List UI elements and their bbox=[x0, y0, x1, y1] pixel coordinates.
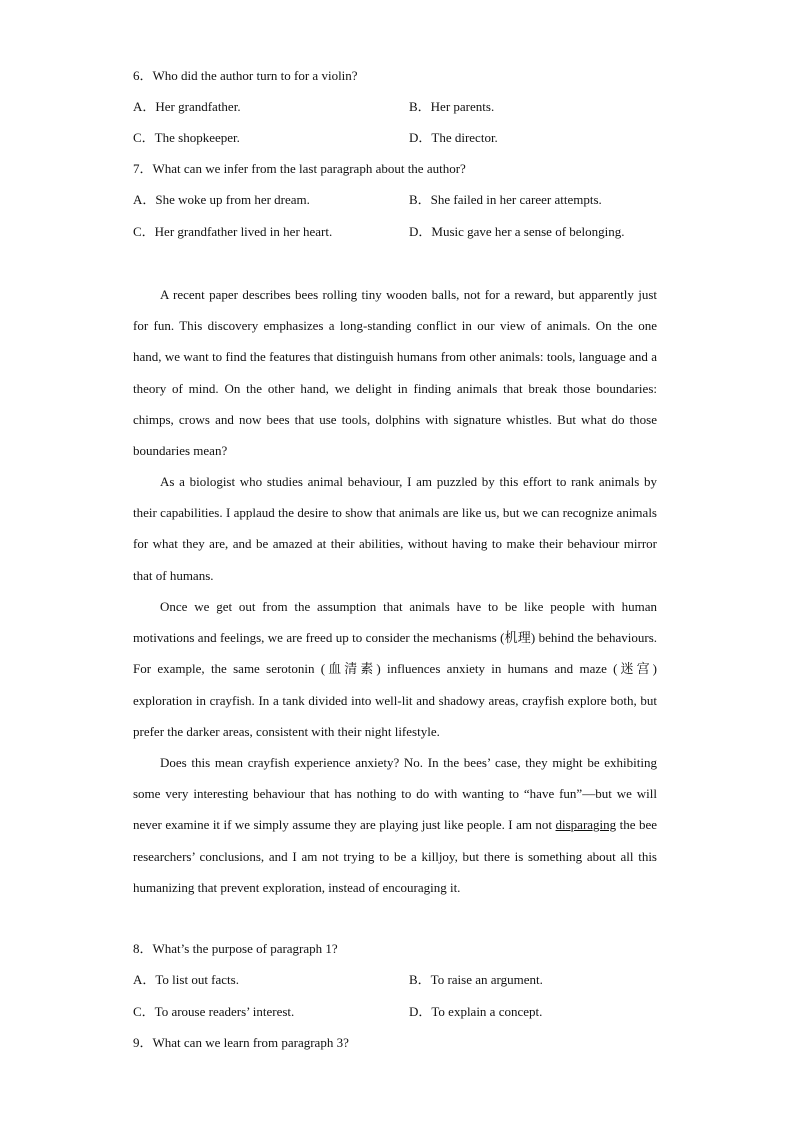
question-7-option-c: C．Her grandfather lived in her heart. bbox=[133, 224, 333, 239]
underlined-word: disparaging bbox=[555, 817, 617, 833]
question-7-option-b: B．She failed in her career attempts. bbox=[409, 192, 602, 207]
question-6-option-d: D．The director. bbox=[409, 130, 498, 145]
question-8-option-d: D．To explain a concept. bbox=[409, 1004, 543, 1019]
question-7-option-d: D．Music gave her a sense of belonging. bbox=[409, 224, 625, 239]
question-6-option-a: A．Her grandfather. bbox=[133, 99, 241, 114]
passage-paragraph-2: As a biologist who studies animal behaviour, I am puzzled by this effort to rank animals by their capabilities. I applaud the desire to show that animals are like us, but we can recognize animals for what they are, and be amazed at their abilities, without having to make their behaviour mirror that of humans. bbox=[133, 474, 657, 583]
paragraph-4-text-after: the bee researchers’ conclusions, and I am not trying to be a killjoy, but there is something about all this humanizing that prevent exploration, instead of encouraging it. bbox=[133, 817, 657, 895]
question-8-option-a: A．To list out facts. bbox=[133, 972, 239, 987]
question-7-stem: 7．What can we infer from the last paragraph about the author? bbox=[133, 161, 466, 176]
question-9-stem: 9．What can we learn from paragraph 3? bbox=[133, 1035, 349, 1050]
question-8-stem: 8．What’s the purpose of paragraph 1? bbox=[133, 941, 338, 956]
passage-paragraph-4 bbox=[133, 747, 657, 903]
passage-paragraph-1: A recent paper describes bees rolling tiny wooden balls, not for a reward, but apparently just for fun. This discovery emphasizes a long-standing conflict in our view of animals. On the one hand, we want to find the features that distinguish humans from other animals: tools, language and a theory of mind. On the other hand, we delight in finding animals that break those boundaries: chimps, crows and now bees that use tools, dolphins with signature whistles. But what do those boundaries mean? bbox=[133, 287, 657, 459]
paragraph-4-text-before: Does this mean crayfish experience anxiety? No. In the bees’ case, they might be exhibiting some very interesting behaviour that has nothing to do with wanting to “have fun”—but we will never examine it if we simply assume they are playing just like people. I am not bbox=[133, 755, 657, 833]
question-6-option-b: B．Her parents. bbox=[409, 99, 495, 114]
question-6-option-c: C．The shopkeeper. bbox=[133, 130, 240, 145]
question-6-stem: 6．Who did the author turn to for a violin? bbox=[133, 68, 358, 83]
question-8-option-b: B．To raise an argument. bbox=[409, 972, 543, 987]
question-7-option-a: A．She woke up from her dream. bbox=[133, 192, 310, 207]
passage-paragraph-3: Once we get out from the assumption that animals have to be like people with human motivations and feelings, we are freed up to consider the mechanisms (机理) behind the behaviours. For example, the same serotonin (血清素) influences anxiety in humans and maze (迷宫) exploration in crayfish. In a tank divided into well-lit and shadowy areas, crayfish explore both, but prefer the darker areas, consistent with their night lifestyle. bbox=[133, 599, 657, 739]
question-8-option-c: C．To arouse readers’ interest. bbox=[133, 1004, 295, 1019]
